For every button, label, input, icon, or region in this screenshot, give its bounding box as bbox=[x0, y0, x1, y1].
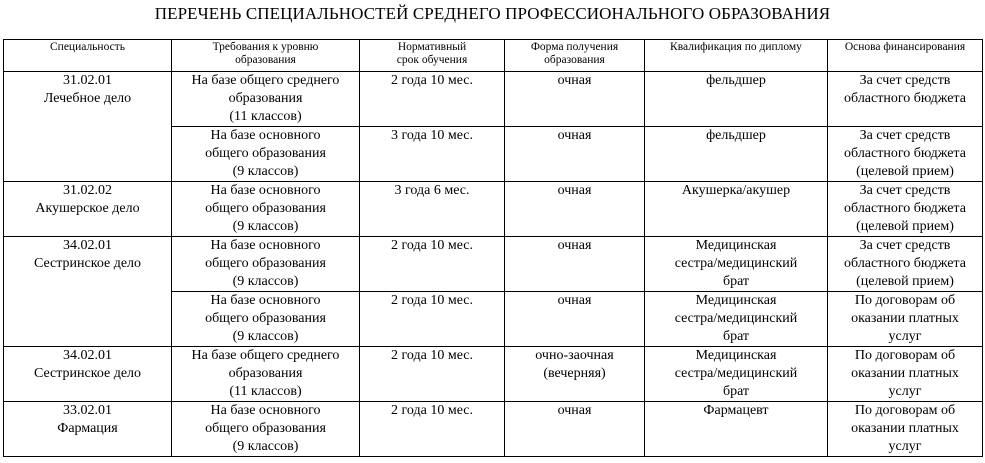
qualification-cell: Медицинская сестра/медицинский брат bbox=[645, 237, 828, 292]
specialty-cell: 31.02.01 Лечебное дело bbox=[4, 72, 172, 182]
table-row bbox=[4, 402, 983, 457]
header-requirements: Требования к уровню образования bbox=[172, 40, 360, 72]
duration-cell: 2 года 10 мес. bbox=[360, 292, 505, 347]
specialty-cell: 31.02.02 Акушерское дело bbox=[4, 182, 172, 237]
table-header-row bbox=[4, 40, 983, 72]
qualification-cell: Фармацевт bbox=[645, 402, 828, 457]
qualification-cell: Акушерка/акушер bbox=[645, 182, 828, 237]
requirements-cell: На базе основного общего образования (9 классов) bbox=[172, 292, 360, 347]
funding-cell: За счет средств областного бюджета (целевой прием) bbox=[828, 237, 983, 292]
form-cell: очная bbox=[505, 402, 645, 457]
duration-cell: 2 года 10 мес. bbox=[360, 237, 505, 292]
header-form: Форма получения образования bbox=[505, 40, 645, 72]
funding-cell: За счет средств областного бюджета bbox=[828, 72, 983, 127]
requirements-cell: На базе основного общего образования (9 классов) bbox=[172, 182, 360, 237]
form-cell: очная bbox=[505, 237, 645, 292]
specialty-cell: 34.02.01 Сестринское дело bbox=[4, 347, 172, 402]
qualification-cell: Медицинская сестра/медицинский брат bbox=[645, 292, 828, 347]
header-specialty: Специальность bbox=[4, 40, 172, 72]
form-cell: очная bbox=[505, 292, 645, 347]
specialty-cell: 34.02.01 Сестринское дело bbox=[4, 237, 172, 347]
duration-cell: 3 года 10 мес. bbox=[360, 127, 505, 182]
form-cell: очная bbox=[505, 127, 645, 182]
requirements-cell: На базе основного общего образования (9 классов) bbox=[172, 127, 360, 182]
form-cell: очная bbox=[505, 72, 645, 127]
header-duration: Нормативный срок обучения bbox=[360, 40, 505, 72]
table-row bbox=[4, 237, 983, 292]
table-row bbox=[4, 72, 983, 127]
requirements-cell: На базе основного общего образования (9 классов) bbox=[172, 237, 360, 292]
duration-cell: 2 года 10 мес. bbox=[360, 402, 505, 457]
specialties-table bbox=[3, 39, 983, 457]
table-row bbox=[4, 347, 983, 402]
header-qualification: Квалификация по диплому bbox=[645, 40, 828, 72]
requirements-cell: На базе общего среднего образования (11 классов) bbox=[172, 72, 360, 127]
duration-cell: 2 года 10 мес. bbox=[360, 347, 505, 402]
funding-cell: По договорам об оказании платных услуг bbox=[828, 292, 983, 347]
funding-cell: По договорам об оказании платных услуг bbox=[828, 347, 983, 402]
duration-cell: 3 года 6 мес. bbox=[360, 182, 505, 237]
qualification-cell: Медицинская сестра/медицинский брат bbox=[645, 347, 828, 402]
requirements-cell: На базе основного общего образования (9 классов) bbox=[172, 402, 360, 457]
form-cell: очная bbox=[505, 182, 645, 237]
specialty-cell: 33.02.01 Фармация bbox=[4, 402, 172, 457]
header-funding: Основа финансирования bbox=[828, 40, 983, 72]
funding-cell: За счет средств областного бюджета (целевой прием) bbox=[828, 127, 983, 182]
page-title: ПЕРЕЧЕНЬ СПЕЦИАЛЬНОСТЕЙ СРЕДНЕГО ПРОФЕССИОНАЛЬНОГО ОБРАЗОВАНИЯ bbox=[154, 4, 831, 23]
table-row bbox=[4, 182, 983, 237]
qualification-cell: фельдшер bbox=[645, 127, 828, 182]
form-cell: очно-заочная (вечерняя) bbox=[505, 347, 645, 402]
duration-cell: 2 года 10 мес. bbox=[360, 72, 505, 127]
funding-cell: По договорам об оказании платных услуг bbox=[828, 402, 983, 457]
funding-cell: За счет средств областного бюджета (целевой прием) bbox=[828, 182, 983, 237]
qualification-cell: фельдшер bbox=[645, 72, 828, 127]
requirements-cell: На базе общего среднего образования (11 классов) bbox=[172, 347, 360, 402]
